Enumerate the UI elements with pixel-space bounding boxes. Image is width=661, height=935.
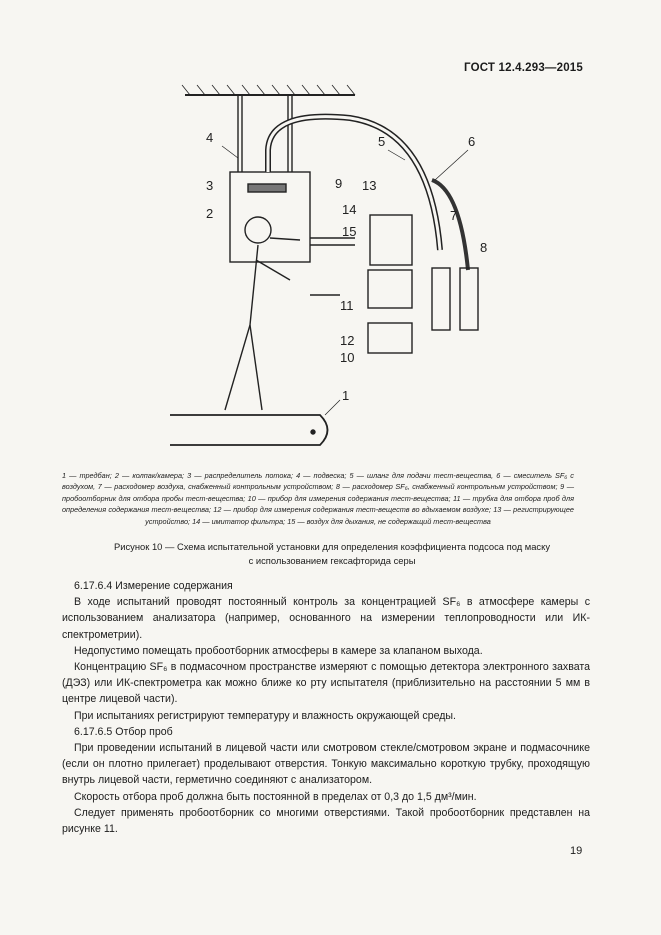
callout-3: 3 [206, 178, 214, 193]
legend-item: 2 — колпак/камера; [114, 471, 188, 480]
legend-item: 15 — воздух для дыхания, не содержащий тест-вещества [287, 516, 491, 526]
callout-10: 10 [340, 350, 355, 365]
paragraph: При испытаниях регистрируют температуру и влажность окружающей среды. [74, 709, 456, 722]
figure-caption [62, 540, 602, 568]
callout-11: 11 [340, 298, 354, 313]
legend-item: 7 — расходомер воздуха, снабженный контрольным устройством; [97, 482, 336, 492]
test-rig-diagram [150, 80, 610, 460]
callout-12: 12 [340, 333, 355, 348]
legend-item: 1 — тредбан; [62, 471, 115, 480]
legend-item: 11 — трубка для отбора проб для определения содержания тест-вещества; [62, 493, 574, 515]
section-heading: 6.17.6.4 Измерение содержания [74, 580, 233, 592]
legend-item: 13 — регистрирующее устройство; [145, 505, 574, 526]
callout-6: 6 [468, 134, 476, 149]
legend-item: 14 — имитатор фильтра; [192, 516, 288, 526]
paragraph: Концентрацию SF₆ в подмасочном пространстве измеряют с помощью детектора электронного захвата (ДЭЗ) или ИК-спектрометра как можно ближе ко рту испытателя (приблизительно на расстоянии 5 мм в центре лицевой части). [62, 661, 590, 706]
page-number: 19 [570, 845, 583, 857]
legend-item: 4 — подвеска; [296, 471, 350, 480]
body-text [62, 578, 590, 837]
caption-line: с использованием гексафторида серы [248, 555, 416, 566]
callout-14: 14 [342, 202, 357, 217]
callout-4: 4 [206, 130, 214, 145]
legend-item: 12 — прибор для измерения содержания тест-веществ во вдыхаемом воздухе; [213, 505, 494, 515]
callout-5: 5 [378, 134, 386, 149]
legend-item: 5 — шланг для подачи тест-вещества, [349, 471, 497, 480]
legend-item: 8 — расходомер SF₆, снабженный контрольным устройством; [335, 482, 561, 492]
callout-7: 7 [450, 208, 458, 223]
callout-13: 13 [362, 178, 377, 193]
paragraph: При проведении испытаний в лицевой части или смотровом стекле/смотровом экране и подмасочнике (если он плотно прилегает) проделывают отверстия. Тонкую максимально короткую трубку, проходящую внутрь лицевой части, герметично соединяют с анализатором. [62, 742, 590, 787]
legend-item: 9 — пробоотборник для отбора пробы тест-вещества; [62, 482, 575, 503]
paragraph: Следует применять пробоотборник со многими отверстиями. Такой пробоотборник представлен на рисунке 11. [62, 806, 590, 836]
caption-line: Рисунок 10 — Схема испытательной установки для определения коэффициента подсоса под маску [113, 541, 551, 552]
document-header: ГОСТ 12.4.293—2015 [464, 62, 583, 74]
legend-item: 3 — распределитель потока; [187, 471, 297, 480]
paragraph: Скорость отбора проб должна быть постоянной в пределах от 0,3 до 1,5 дм³/мин. [74, 790, 477, 803]
paragraph: Недопустимо помещать пробоотборник атмосферы в камере за клапаном выхода. [74, 644, 483, 657]
figure-legend [62, 470, 574, 527]
callout-1: 1 [342, 388, 350, 403]
legend-item: 6 — смеситель SF₆ с воздухом, [62, 471, 574, 492]
callout-8: 8 [480, 240, 488, 255]
section-heading: 6.17.6.5 Отбор проб [74, 725, 173, 738]
callout-15: 15 [342, 224, 357, 239]
paragraph: В ходе испытаний проводят постоянный контроль за концентрацией SF₆ в атмосфере камеры с использованием анализатора (например, основанного на измерении теплопроводности или ИК-спектрометрии). [62, 596, 590, 641]
legend-item: 10 — прибор для измерения содержания тест-вещества; [247, 493, 453, 503]
callout-2: 2 [206, 206, 214, 221]
callout-9: 9 [335, 176, 343, 191]
